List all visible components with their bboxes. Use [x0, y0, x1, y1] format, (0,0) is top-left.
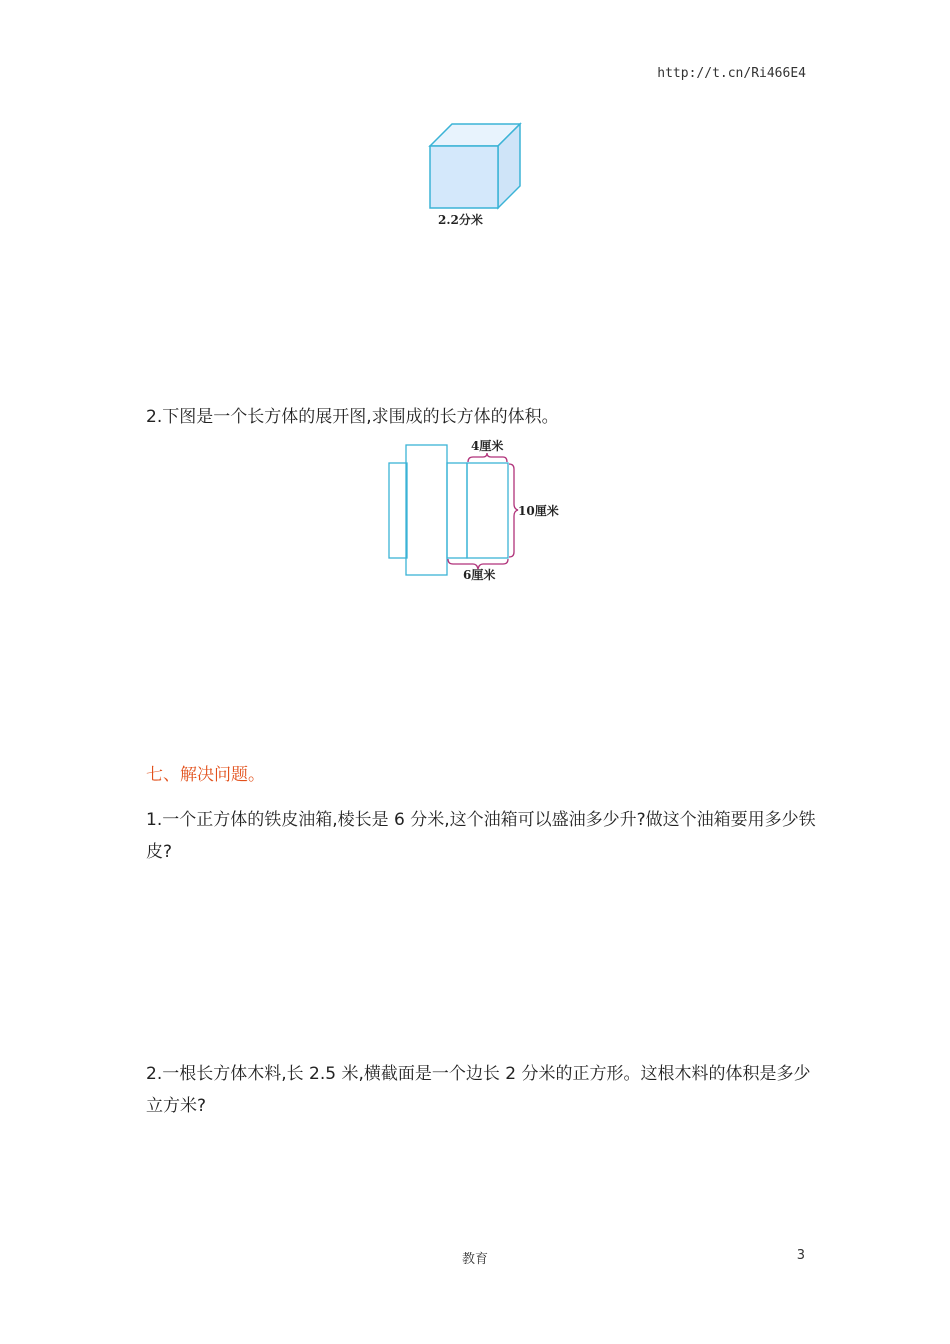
- cube-edge-label: 2.2分米: [438, 213, 483, 227]
- cuboid-net-figure: [385, 438, 575, 588]
- cube-front-face: [430, 146, 498, 208]
- footer-label: 教育: [461, 1252, 488, 1267]
- header-url: http://t.cn/Ri466E4: [657, 66, 806, 81]
- net-center-strip: [406, 445, 447, 575]
- label-bottom: 6厘米: [463, 568, 496, 582]
- net-left-face: [389, 463, 407, 558]
- label-right: 10厘米: [518, 504, 559, 518]
- label-top: 4厘米: [471, 439, 504, 453]
- problem-1-text: 1.一个正方体的铁皮油箱,棱长是 6 分米,这个油箱可以盛油多少升?做这个油箱要用多少铁皮?: [146, 810, 816, 862]
- problem-2-text: 2.一根长方体木料,长 2.5 米,横截面是一个边长 2 分米的正方形。这根木料的体积是多少立方米?: [146, 1064, 811, 1116]
- page-number: 3: [796, 1248, 805, 1263]
- net-middle-face: [447, 463, 467, 558]
- top-brace: [468, 453, 507, 462]
- net-right-face: [467, 463, 508, 558]
- section-title: 七、解决问题。: [146, 765, 265, 785]
- problem-net-text: 2.下图是一个长方体的展开图,求围成的长方体的体积。: [146, 407, 559, 427]
- cube-figure: [420, 118, 530, 230]
- right-brace: [509, 464, 518, 557]
